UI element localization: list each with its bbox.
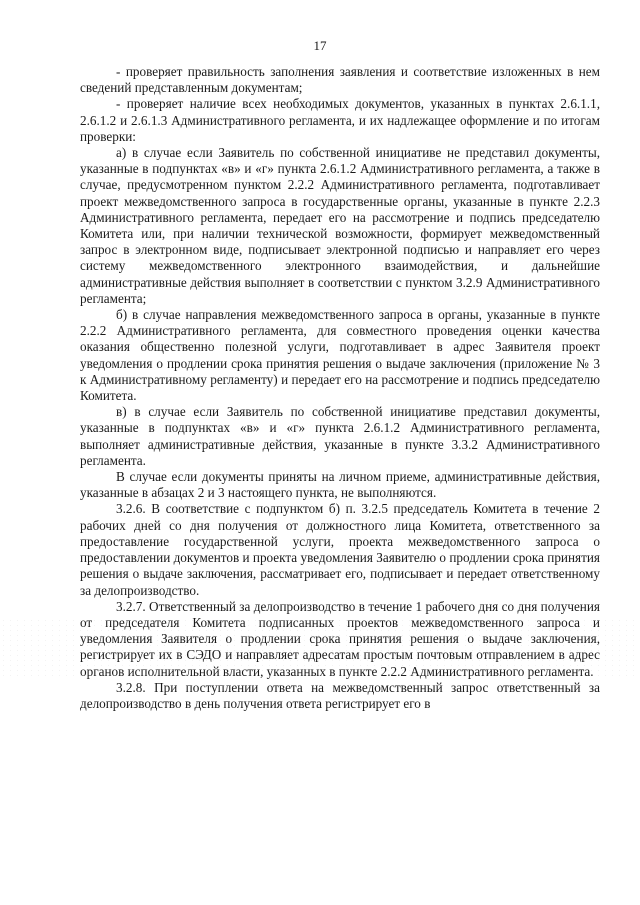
paragraph-check-application: - проверяет правильность заполнения заявления и соответствие изложенных в нем сведений представленным документам; [80,64,600,96]
paragraph-subitem-b: б) в случае направления межведомственного запроса в органы, указанные в пункте 2.2.2 Административного регламента, для совместного проведения оценки качества оказания общественно полезной услуги, подготавливает в адрес Заявителя проект уведомления о продлении срока принятия решения о выдаче заключения (приложение № 3 к Административному регламенту) и передает его на рассмотрение и подпись председателю Комитета. [80,307,600,404]
paragraph-subitem-a: а) в случае если Заявитель по собственной инициативе не представил документы, указанные в подпунктах «в» и «г» пункта 2.6.1.2 Административного регламента, а также в случае, предусмотренном пунктом 2.2.2 Административного регламента, подготавливает проект межведомственного запроса в государственные органы, указанные в пункте 2.2.3 Административного регламента, передает его на рассмотрение и подпись председателю Комитета или, при наличии технической возможности, формирует межведомственный запрос в электронном виде, подписывает электронной подписью и направляет его через систему межведомственного электронного взаимодействия, и дальнейшие административные действия выполняет в соответствии с пунктом 3.2.9 Административного регламента; [80,145,600,306]
paragraph-personal-reception: В случае если документы приняты на личном приеме, административные действия, указанные в абзацах 2 и 3 настоящего пункта, не выполняются. [80,469,600,501]
document-body [80,64,600,712]
paragraph-3-2-7: 3.2.7. Ответственный за делопроизводство в течение 1 рабочего дня со дня получения от председателя Комитета подписанных проектов межведомственного запроса и уведомления Заявителя о продлении срока принятия решения о выдаче заключения, регистрирует их в СЭДО и направляет адресатам простым почтовым отправлением в адрес органов исполнительной власти, указанных в пункте 2.2.2 Административного регламента. [80,598,600,679]
page-number: 17 [313,38,327,53]
paragraph-check-documents: - проверяет наличие всех необходимых документов, указанных в пунктах 2.6.1.1, 2.6.1.2 и 2.6.1.3 Административного регламента, и их надлежащее оформление и по итогам проверки: [80,96,600,144]
paragraph-subitem-v: в) в случае если Заявитель по собственной инициативе представил документы, указанные в подпунктах «в» и «г» пункта 2.6.1.2 Административного регламента, выполняет административные действия, указанные в пункте 3.3.2 Административного регламента. [80,404,600,468]
paragraph-3-2-6: 3.2.6. В соответствие с подпунктом б) п. 3.2.5 председатель Комитета в течение 2 рабочих дней со дня получения от должностного лица Комитета, ответственного за предоставление государственной услуги, проекта межведомственного запроса о предоставлении документов и проекта уведомления Заявителю о продлении срока принятия решения о выдаче заключения, рассматривает его, подписывает и передает ответственному за делопроизводство. [80,501,600,598]
paragraph-3-2-8: 3.2.8. При поступлении ответа на межведомственный запрос ответственный за делопроизводство в день получения ответа регистрирует его в [80,679,600,711]
